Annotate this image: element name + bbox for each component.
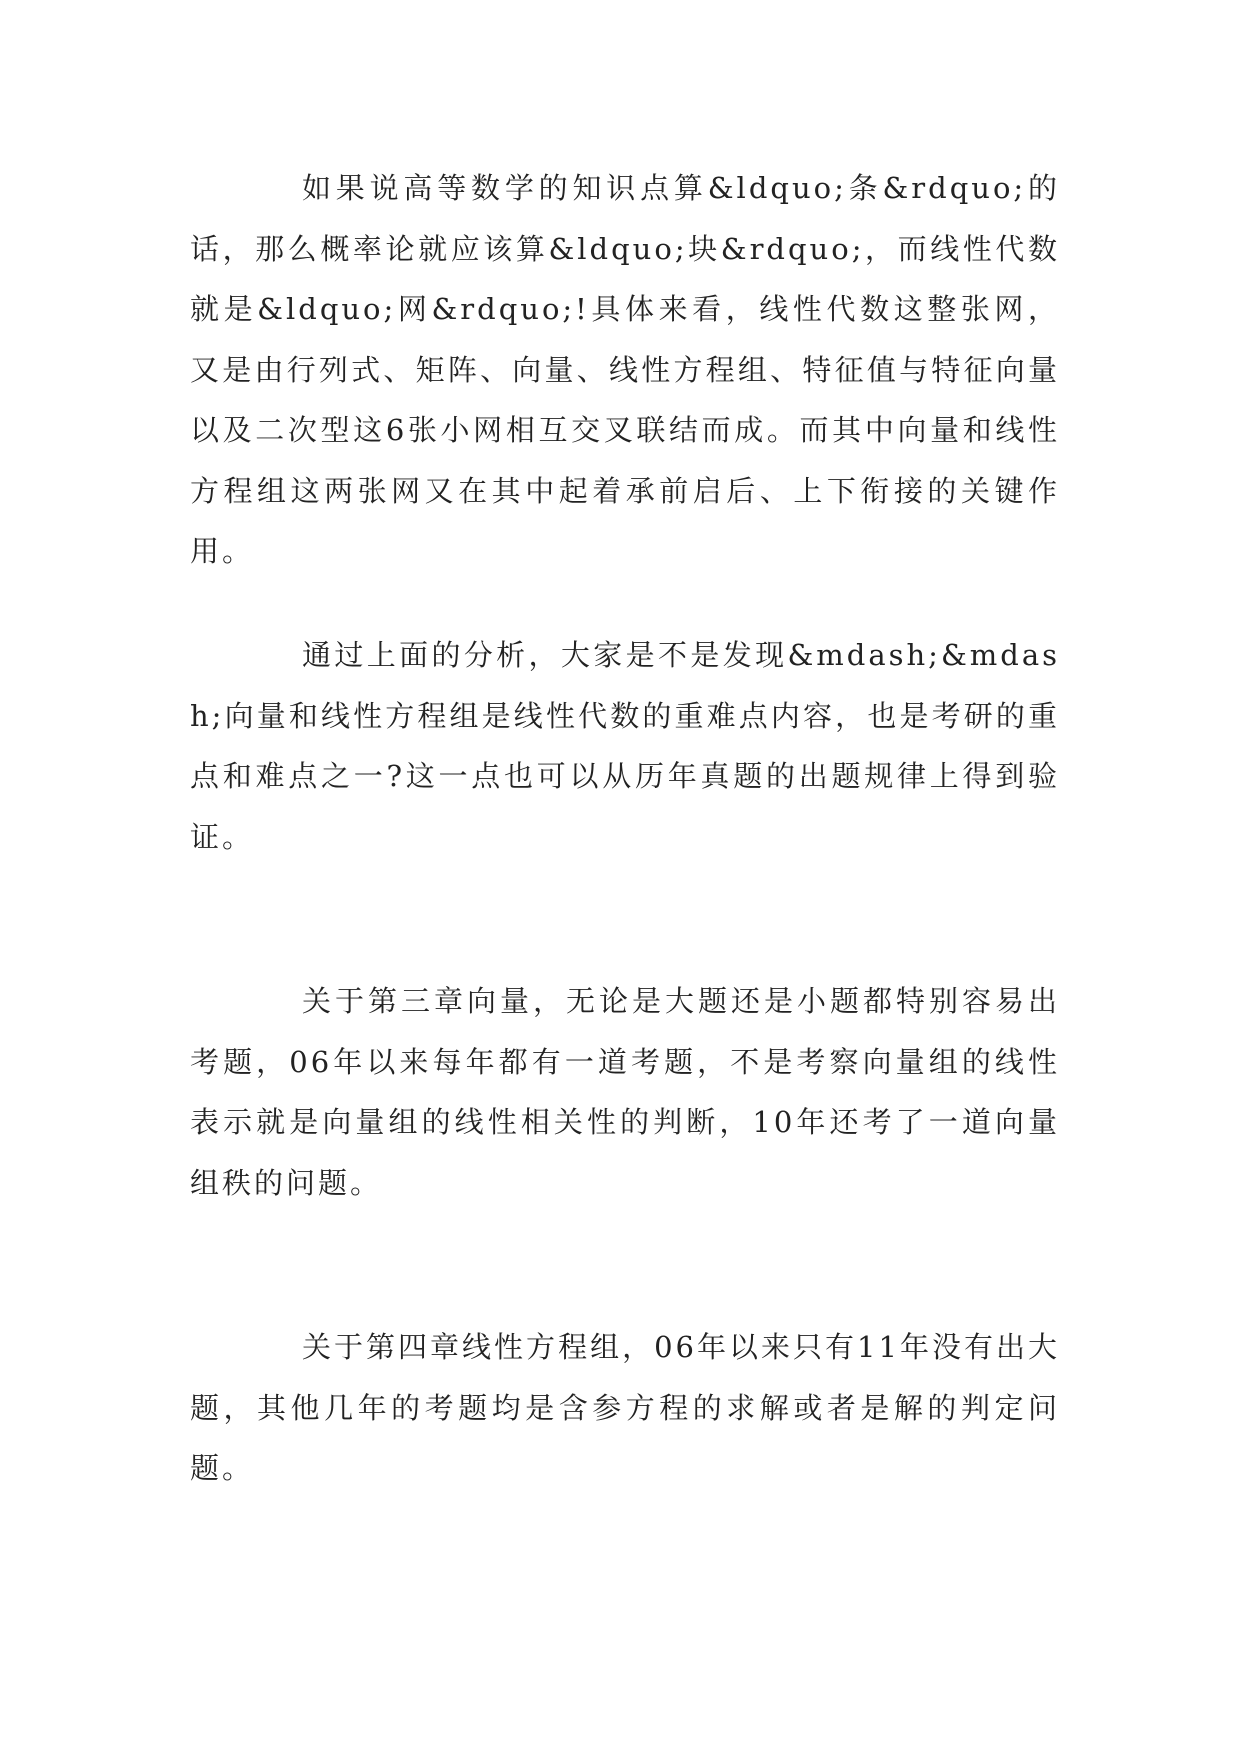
paragraph-3: 关于第三章向量，无论是大题还是小题都特别容易出考题，06年以来每年都有一道考题，不是考察向量组的线性表示就是向量组的线性相关性的判断，10年还考了一道向量组秩的问题。	[190, 984, 1060, 1200]
paragraph-4: 关于第四章线性方程组，06年以来只有11年没有出大题，其他几年的考题均是含参方程的求解或者是解的判定问题。	[190, 1330, 1060, 1485]
paragraph-1: 如果说高等数学的知识点算&ldquo;条&rdquo;的话，那么概率论就应该算&ldquo;块&rdquo;，而线性代数就是&ldquo;网&rdquo;!具体来看，线性代数这整张网，又是由行列式、矩阵、向量、线性方程组、特征值与特征向量以及二次型这6张小网相互交叉联结而成。而其中向量和线性方程组这两张网又在其中起着承前启后、上下衔接的关键作用。	[190, 171, 1060, 568]
paragraph-2: 通过上面的分析，大家是不是发现&mdash;&mdash;向量和线性方程组是线性代数的重难点内容，也是考研的重点和难点之一?这一点也可以从历年真题的出题规律上得到验证。	[190, 638, 1060, 854]
